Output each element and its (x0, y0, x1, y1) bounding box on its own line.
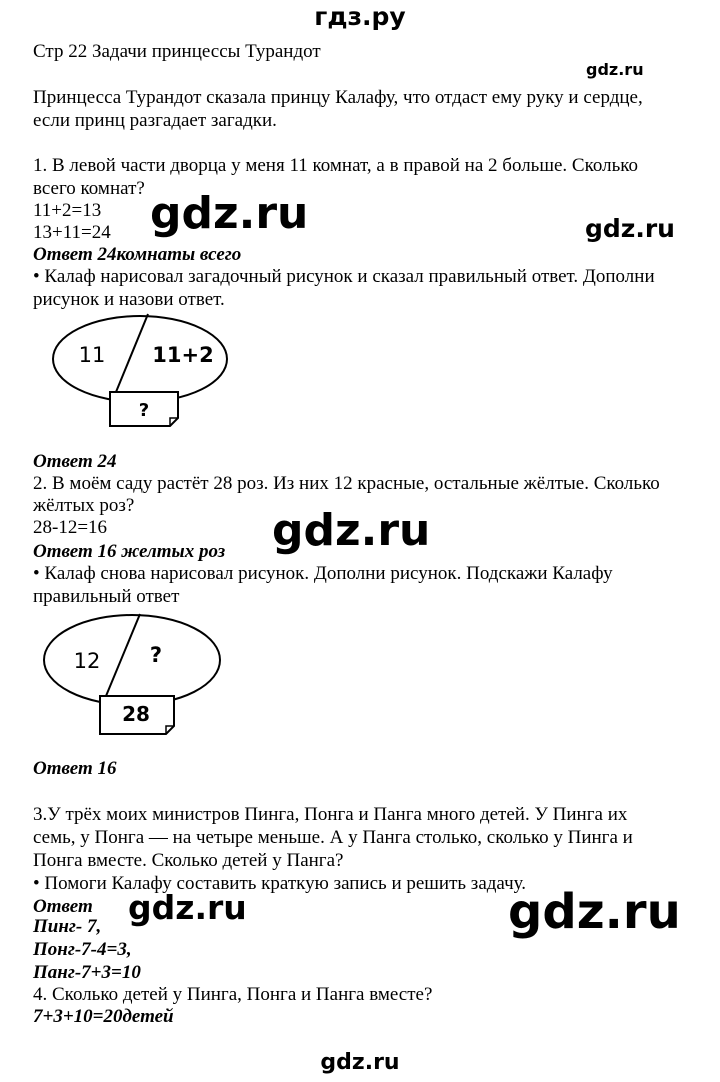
task2-diagram (40, 612, 230, 742)
task3-hint: • Помоги Калафу составить краткую запись и решить задачу. (33, 873, 526, 894)
task2-answer-2: Ответ 16 (33, 758, 117, 779)
page-title: Стр 22 Задачи принцессы Турандот (33, 41, 321, 62)
task3-line-2: семь, у Понга — на четыре меньше. А у Панга столько, сколько у Пинга и (33, 827, 633, 848)
diagram-left-label: 12 (73, 649, 101, 673)
task3-ping: Пинг- 7, (33, 916, 102, 937)
task3-pang: Панг-7+3=10 (33, 962, 141, 983)
watermark-large: gdz.ru (508, 884, 681, 940)
task1-calc-2: 13+11=24 (33, 222, 111, 243)
task1-answer: Ответ 24комнаты всего (33, 244, 242, 265)
task1-answer-2: Ответ 24 (33, 451, 117, 472)
task2-answer: Ответ 16 желтых роз (33, 541, 226, 562)
task2-line-2: жёлтых роз? (33, 495, 135, 516)
task3-answer-label: Ответ (33, 896, 93, 917)
intro-line-1: Принцесса Турандот сказала принцу Калафу, что отдаст ему руку и сердце, (33, 87, 643, 108)
task1-hint-2: рисунок и назови ответ. (33, 289, 225, 310)
task2-hint-1: • Калаф снова нарисовал рисунок. Дополни рисунок. Подскажи Калафу (33, 563, 613, 584)
diagram-ellipse (44, 615, 220, 705)
diagram-card-label: 28 (122, 702, 150, 726)
watermark-footer: gdz.ru (320, 1050, 400, 1075)
task1-hint-1: • Калаф нарисовал загадочный рисунок и сказал правильный ответ. Дополни (33, 266, 655, 287)
task1-line-1: 1. В левой части дворца у меня 11 комнат, а в правой на 2 больше. Сколько (33, 155, 639, 176)
task1-calc-1: 11+2=13 (33, 200, 102, 221)
task4-line-1: 4. Сколько детей у Пинга, Понга и Панга вместе? (33, 984, 433, 1005)
task2-line-1: 2. В моём саду растёт 28 роз. Из них 12 красные, остальные жёлтые. Сколько (33, 473, 660, 494)
watermark-large: gdz.ru (150, 188, 309, 239)
task3-line-3: Понга вместе. Сколько детей у Панга? (33, 850, 344, 871)
site-header: гдз.ру (314, 2, 406, 31)
task1-line-2: всего комнат? (33, 178, 145, 199)
watermark-medium: gdz.ru (128, 888, 247, 927)
watermark-medium: gdz.ru (585, 214, 675, 243)
task3-line-1: 3.У трёх моих министров Пинга, Понга и Панга много детей. У Пинга их (33, 804, 628, 825)
diagram-right-label: 11+2 (152, 343, 214, 367)
diagram-card-label: ? (138, 400, 150, 421)
task3-pong: Понг-7-4=3, (33, 939, 132, 960)
task4-answer: 7+3+10=20детей (33, 1006, 174, 1027)
diagram-left-label: 11 (78, 343, 106, 367)
task2-calc: 28-12=16 (33, 517, 108, 538)
diagram-divider (116, 314, 148, 392)
diagram-right-label: ? (149, 643, 163, 667)
intro-line-2: если принц разгадает загадки. (33, 110, 277, 131)
task1-diagram (50, 312, 240, 437)
watermark-large: gdz.ru (272, 505, 431, 556)
task2-hint-2: правильный ответ (33, 586, 180, 607)
diagram-divider (106, 614, 140, 696)
watermark-small: gdz.ru (586, 60, 644, 79)
